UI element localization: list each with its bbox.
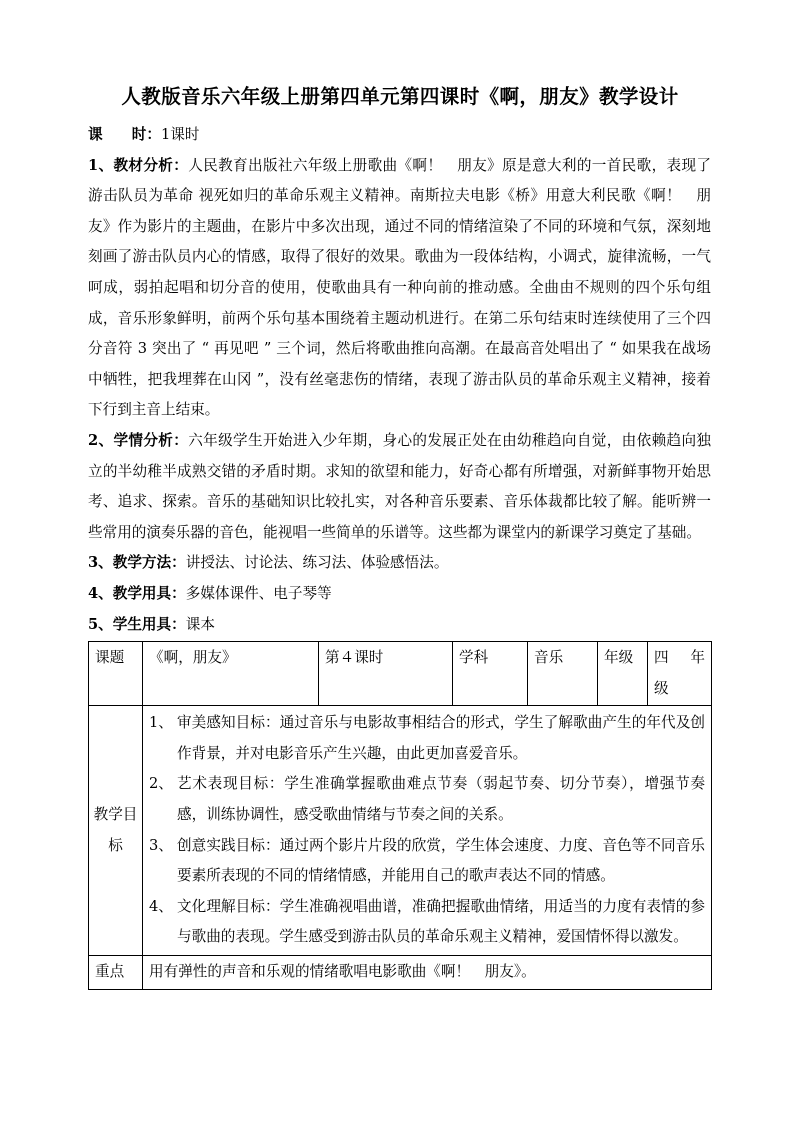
section-body: 人民教育出版社六年级上册歌曲《啊！ 朋友》原是意大利的一首民歌，表现了游击队员为革命 视死如归的革命乐观主义精神。南斯拉夫电影《桥》用意大利民歌《啊！ 朋友》作为影片的主题曲，在影片中多次出现，通过不同的情绪渲染了不同的环境和气氛，深刻地刻画了游击队员内心的情感，取得了很好的效果。歌曲为一段体结构，小调式，旋律流畅，一气呵成，弱拍起唱和切分音的使用，使歌曲具有一种向前的推动感。全曲由不规则的四个乐句组成，音乐形象鲜明，前两个乐句基本围绕着主题动机进行。在第二乐句结束时连续使用了三个四分音符 3 突出了 “ 再见吧 ” 三个词，然后将歌曲推向高潮。在最高音处唱出了 “ 如果我在战场中牺牲，把我埋葬在山冈 ”，没有丝毫悲伤的情绪，表现了游击队员的革命乐观主义精神，接着下行到主音上结束。 [88,156,711,419]
goal-number: 2、 [149,775,173,793]
section-teaching-methods [88,548,711,579]
topic-value-cell: 《啊，朋友》 [143,642,319,706]
lesson-hours-line [88,120,711,151]
grade-value-cell: 四 年级 [648,642,712,706]
subject-label-cell: 学科 [453,642,528,706]
goal-text: 艺术表现目标：学生准确掌握歌曲难点节奏（弱起节奏、切分节奏），增强节奏感，训练协调性，感受歌曲情绪与节奏之间的关系。 [177,775,705,824]
goal-item [149,769,705,830]
section-heading: 5、学生用具： [88,615,186,633]
section-body: 多媒体课件、电子琴等 [185,584,332,602]
table-row-goals [89,706,712,956]
document-page [88,82,711,990]
goals-content-cell [143,706,712,956]
key-point-label-cell: 重点 [89,956,143,990]
section-student-tools [88,610,711,641]
subject-value-cell: 音乐 [528,642,598,706]
section-body: 课本 [185,615,215,633]
goal-number: 4、 [149,897,173,915]
lesson-table [88,641,712,990]
section-heading: 2、学情分析： [88,431,189,449]
key-point-value-cell: 用有弹性的声音和乐观的情绪歌唱电影歌曲《啊！ 朋友》。 [143,956,712,990]
goal-number: 1、 [149,714,173,732]
section-teaching-tools [88,579,711,610]
goal-text: 审美感知目标：通过音乐与电影故事相结合的形式，学生了解歌曲产生的年代及创作背景，并对电影音乐产生兴趣，由此更加喜爱音乐。 [177,714,705,762]
goal-item [149,708,705,769]
section-heading: 3、教学方法： [88,554,186,572]
goal-item [149,831,705,892]
topic-label-cell: 课题 [89,642,143,706]
table-row-key-point [89,956,712,990]
goals-label-cell: 教学目标 [89,706,143,956]
goal-text: 创意实践目标：通过两个影片片段的欣赏，学生体会速度、力度、音色等不同音乐要素所表现的不同的情绪情感，并能用自己的歌声表达不同的情感。 [177,836,705,885]
lesson-hours-value: 1课时 [160,126,200,143]
lesson-hours-label: 课 时： [88,126,161,143]
section-body: 六年级学生开始进入少年期，身心的发展正处在由幼稚趋向自觉，由依赖趋向独立的半幼稚半成熟交错的矛盾时期。求知的欲望和能力，好奇心都有所增强，对新鲜事物开始思考、追求、探索。音乐的基础知识比较扎实，对各种音乐要素、音乐体裁都比较了解。能听辨一些常用的演奏乐器的音色，能视唱一些简单的乐谱等。这些都为课堂内的新课学习奠定了基础。 [88,431,711,541]
goal-text: 文化理解目标：学生准确视唱曲谱，准确把握歌曲情绪，用适当的力度有表情的参与歌曲的表现。学生感受到游击队员的革命乐观主义精神，爱国情怀得以激发。 [177,897,705,946]
section-heading: 4、教学用具： [88,584,186,602]
section-heading: 1、教材分析： [88,156,189,174]
grade-label-cell: 年级 [598,642,648,706]
table-row-topic [89,642,712,706]
section-student-analysis [88,426,711,548]
section-body: 讲授法、讨论法、练习法、体验感悟法。 [185,554,449,572]
section-textbook-analysis [88,151,711,426]
document-title: 人教版音乐六年级上册第四单元第四课时《啊，朋友》教学设计 [121,85,679,108]
goal-number: 3、 [149,836,173,854]
lesson-number-cell: 第４课时 [319,642,453,706]
goal-item [149,892,705,953]
